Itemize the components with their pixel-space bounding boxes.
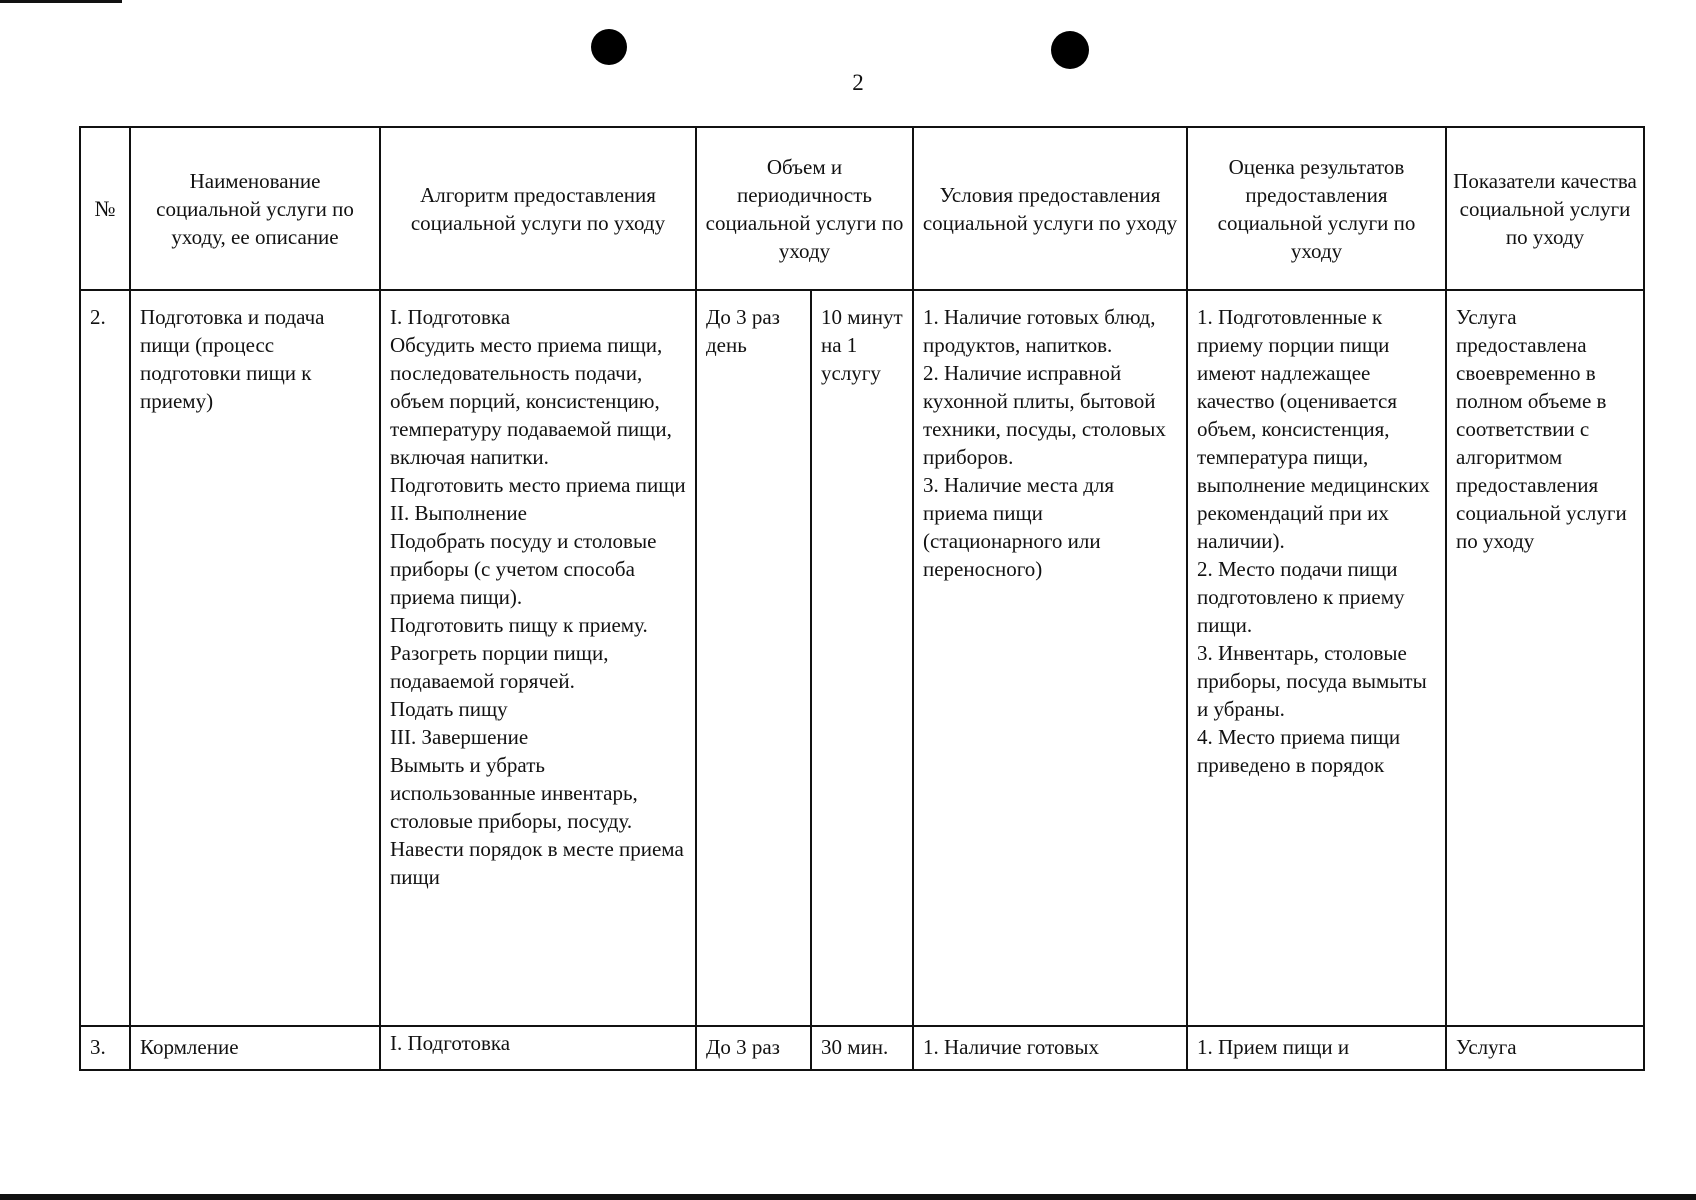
conditions-cell: 1. Наличие готовых (913, 1026, 1187, 1070)
row-number: 2. (80, 290, 130, 1026)
table-header-row (80, 127, 1644, 290)
header-number: № (80, 127, 130, 290)
service-name: Подготовка и подача пищи (процесс подготовки пищи к приему) (130, 290, 380, 1026)
algorithm-step: Подготовить пищу к приему. (390, 613, 648, 637)
quality-indicator: Услуга предоставлена своевременно в полном объеме в соответствии с алгоритмом предоставления социальной услуги по уходу (1446, 290, 1644, 1026)
periodicity: До 3 раз день (696, 290, 811, 1026)
service-name: Кормление (130, 1026, 380, 1070)
table-row (80, 1026, 1644, 1070)
algorithm-step: II. Выполнение (390, 501, 527, 525)
header-service-name: Наименование социальной услуги по уходу, ее описание (130, 127, 380, 290)
algorithm-step: I. Подготовка (390, 305, 511, 329)
header-conditions: Условия предоставления социальной услуги по уходу (913, 127, 1187, 290)
services-table (79, 126, 1645, 1071)
algorithm-step: Вымыть и убрать использованные инвентарь, столовые приборы, посуду. (390, 753, 638, 833)
table-row (80, 290, 1644, 1026)
condition-item: 1. Наличие готовых блюд, продуктов, напитков. (923, 305, 1156, 357)
punch-hole-right (1051, 31, 1089, 69)
conditions-cell (913, 290, 1187, 1026)
algorithm-step: Обсудить место приема пищи, последовательность подачи, объем порций, консистенцию, температуру подаваемой пищи, включая напитки. (390, 333, 672, 469)
algorithm-step: Подготовить место приема пищи (390, 473, 686, 497)
quality-indicator: Услуга (1446, 1026, 1644, 1070)
page-number: 2 (852, 70, 864, 95)
algorithm-step: III. Завершение (390, 725, 529, 749)
algorithm-step: Подать пищу (390, 697, 508, 721)
algorithm-step: Навести порядок в месте приема пищи (390, 837, 684, 889)
scan-edge-mark-top (0, 0, 122, 3)
volume: 30 мин. (811, 1026, 913, 1070)
evaluation-cell (1187, 290, 1446, 1026)
row-number: 3. (80, 1026, 130, 1070)
periodicity: До 3 раз (696, 1026, 811, 1070)
algorithm-step: Разогреть порции пищи, подаваемой горячей. (390, 641, 609, 693)
evaluation-cell: 1. Прием пищи и (1187, 1026, 1446, 1070)
scan-edge-mark-bottom (0, 1194, 1696, 1200)
evaluation-item: 3. Инвентарь, столовые приборы, посуда вымыты и убраны. (1197, 641, 1427, 721)
condition-item: 2. Наличие исправной кухонной плиты, бытовой техники, посуды, столовых приборов. (923, 361, 1166, 469)
evaluation-item: 1. Подготовленные к приему порции пищи имеют надлежащее качество (оценивается объем, консистенция, температура пищи, выполнение медицинских рекомендаций при их наличии). (1197, 305, 1430, 553)
header-volume-periodicity: Объем и периодичность социальной услуги по уходу (696, 127, 913, 290)
algorithm-cell (380, 290, 696, 1026)
evaluation-item: 4. Место приема пищи приведено в порядок (1197, 725, 1401, 777)
evaluation-item: 2. Место подачи пищи подготовлено к приему пищи. (1197, 557, 1405, 637)
algorithm-step: Подобрать посуду и столовые приборы (с учетом способа приема пищи). (390, 529, 657, 609)
header-evaluation: Оценка результатов предоставления социальной услуги по уходу (1187, 127, 1446, 290)
header-quality: Показатели качества социальной услуги по уходу (1446, 127, 1644, 290)
algorithm-cell: I. Подготовка (380, 1026, 696, 1070)
volume: 10 минут на 1 услугу (811, 290, 913, 1026)
punch-hole-left (591, 29, 627, 65)
header-algorithm: Алгоритм предоставления социальной услуги по уходу (380, 127, 696, 290)
condition-item: 3. Наличие места для приема пищи (стационарного или переносного) (923, 473, 1115, 581)
